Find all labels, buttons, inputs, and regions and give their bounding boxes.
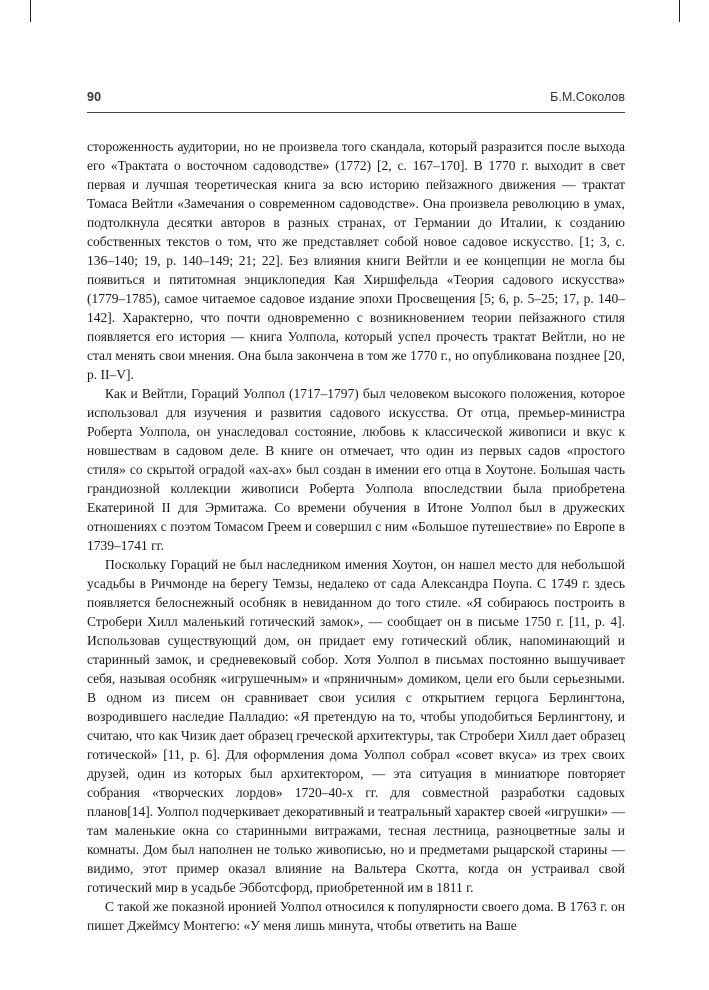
- running-head-author: Б.М.Соколов: [550, 90, 625, 104]
- page-number: 90: [87, 90, 102, 104]
- header-rule: [87, 112, 625, 113]
- paragraph-2: Как и Вейтли, Гораций Уолпол (1717–1797) был человеком высокого положения, которое использовал для изучения и развития садового искусства. От отца, премьер-министра Роберта Уолпола, он унаследовал состояние, любовь к классической живописи и вкус к новшествам в садовом деле. В книге он отмечает, что один из первых садов «простого стиля» со скрытой оградой «ах-ах» был создан в имении его отца в Хоутоне. Большая часть грандиозной коллекции живописи Роберта Уолпола впоследствии была приобретена Екатериной II для Эрмитажа. Со времени обучения в Итоне Уолпол был в дружеских отношениях с поэтом Томасом Греем и совершил с ним «Большое путешествие» по Европе в 1739–1741 гг.: [87, 386, 625, 553]
- crop-mark-right: [679, 0, 680, 22]
- paragraph-4: С такой же показной иронией Уолпол относился к популярности своего дома. В 1763 г. он пишет Джеймсу Монтегю: «У меня лишь минута, чтобы ответить на Ваше: [87, 899, 625, 933]
- paragraph-1: стороженность аудитории, но не произвела того скандала, который разразится после выхода его «Трактата о восточном садоводстве» (1772) [2, с. 167–170]. В 1770 г. выходит в свет первая и лучшая теоретическая книга за всю историю пейзажного движения — трактат Томаса Вейтли «Замечания о современном садоводстве». Она произвела революцию в умах, подтолкнула десятки авторов в разных странах, от Германии до Италии, к созданию собственных текстов о том, что же представляет собой новое садовое искусство. [1; 3, с. 136–140; 19, p. 140–149; 21; 22]. Без влияния книги Вейтли и ее концепции не могла бы появиться и пятитомная энциклопедия Кая Хиршфельда «Теория садового искусства» (1779–1785), самое читаемое садовое издание эпохи Просвещения [5; 6, p. 5–25; 17, p. 140–142]. Характерно, что почти одновременно с возникновением теории пейзажного стиля появляется его история — книга Уолпола, который успел прочесть трактат Вейтли, но не стал менять свои мнения. Она была закончена в том же 1770 г., но опубликована позднее [20, p. II–V].: [87, 139, 625, 382]
- running-head: [87, 90, 625, 110]
- crop-mark-left: [30, 0, 31, 22]
- paragraph-3: Поскольку Гораций не был наследником имения Хоутон, он нашел место для небольшой усадьбы в Ричмонде на берегу Темзы, недалеко от сада Александра Поупа. С 1749 г. здесь появляется белоснежный особняк в невиданном до того стиле. «Я собираюсь построить в Стробери Хилл маленький готический замок», — сообщает он в письме 1750 г. [11, p. 4]. Использовав существующий дом, он придает ему готический облик, напоминающий и старинный замок, и средневековый собор. Хотя Уолпол в письмах постоянно вышучивает себя, называя особняк «игрушечным» и «пряничным» домиком, цели его были серьезными. В одном из писем он сравнивает свои усилия с открытием герцога Берлингтона, возродившего наследие Палладио: «Я претендую на то, чтобы уподобиться Берлингтону, и считаю, что как Чизик дает образец греческой архитектуры, так Стробери Хилл дает образец готической» [11, p. 6]. Для оформления дома Уолпол собрал «совет вкуса» из трех своих друзей, один из которых был архитектором, — эта ситуация в миниатюре повторяет собрания «творческих лордов» 1720–40-х гг. для совместной разработки садовых планов[14]. Уолпол подчеркивает декоративный и театральный характер своей «игрушки» — там маленькие окна со старинными витражами, тесная лестница, разноцветные залы и комнаты. Дом был наполнен не только живописью, но и предметами рыцарской старины — видимо, этот пример оказал влияние на Вальтера Скотта, когда он устраивал свой готический мир в усадьбе Эбботсфорд, приобретенной им в 1811 г.: [87, 557, 625, 895]
- body-text: [87, 137, 625, 935]
